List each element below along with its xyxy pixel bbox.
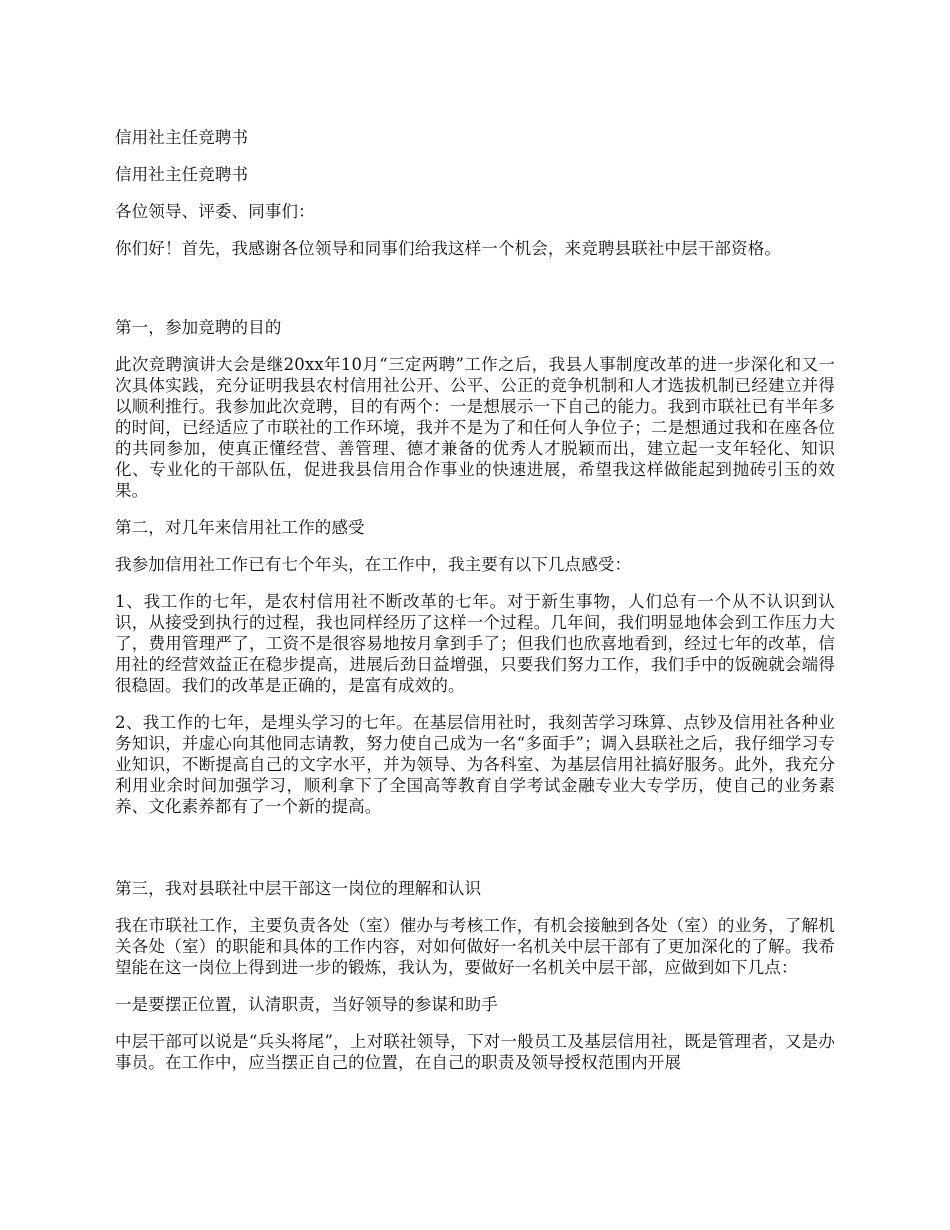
section-2-point-1: 1、我工作的七年，是农村信用社不断改革的七年。对于新生事物，人们总有一个从不认识到认识，从接受到执行的过程，我也同样经历了这样一个过程。几年间，我们明显地体会到工作压力大了，费用管理严了，工资不是很容易地按月拿到手了；但我们也欣喜地看到，经过七年的改革，信用社的经营效益正在稳步提高，进展后劲日益增强，只要我们努力工作，我们手中的饭碗就会端得很稳固。我们的改革是正确的，是富有成效的。 <box>115 592 835 695</box>
point-one-heading: 一是要摆正位置，认清职责，当好领导的参谋和助手 <box>115 995 498 1014</box>
section-2-heading: 第二，对几年来信用社工作的感受 <box>115 518 365 537</box>
section-2-point-2: 2、我工作的七年，是埋头学习的七年。在基层信用社时，我刻苦学习珠算、点钞及信用社各种业务知识，并虚心向其他同志请教，努力使自己成为一名“多面手”；调入县联社之后，我仔细学习专业知识，不断提高自己的文字水平，并为领导、为各科室、为基层信用社搞好服务。此外，我充分利用业余时间加强学习，顺利拿下了全国高等教育自学考试金融专业大专学历，使自己的业务素养、文化素养都有了一个新的提高。 <box>115 713 835 816</box>
section-2-intro: 我参加信用社工作已有七个年头，在工作中，我主要有以下几点感受： <box>115 555 632 574</box>
section-spacer <box>115 833 835 878</box>
greeting: 各位领导、评委、同事们： <box>115 202 315 221</box>
document-title: 信用社主任竞聘书 <box>115 128 249 147</box>
section-1-heading: 第一，参加竞聘的目的 <box>115 318 282 337</box>
intro-paragraph: 你们好！首先，我感谢各位领导和同事们给我这样一个机会，来竞聘县联社中层干部资格。 <box>115 239 781 258</box>
section-3-heading: 第三，我对县联社中层干部这一岗位的理解和认识 <box>115 879 482 898</box>
section-1-body: 此次竞聘演讲大会是继20xx年10月“三定两聘”工作之后，我县人事制度改革的进一步深化和又一次具体实践，充分证明我县农村信用社公开、公平、公正的竞争机制和人才选拔机制已经建立并得以顺利推行。我参加此次竞聘，目的有两个：一是想展示一下自己的能力。我到市联社已有半年多的时间，已经适应了市联社的工作环境，我并不是为了和任何人争位子；二是想通过我和在座各位的共同参加，使真正懂经营、善管理、德才兼备的优秀人才脱颖而出，建立起一支年轻化、知识化、专业化的干部队伍，促进我县信用合作事业的快速进展，希望我这样做能起到抛砖引玉的效果。 <box>115 355 835 500</box>
section-3-body: 我在市联社工作，主要负责各处（室）催办与考核工作，有机会接触到各处（室）的业务，了解机关各处（室）的职能和具体的工作内容，对如何做好一名机关中层干部有了更加深化的了解。我希望能在这一岗位上得到进一步的锻炼，我认为，要做好一名机关中层干部，应做到如下几点： <box>115 916 835 977</box>
section-spacer <box>115 275 835 317</box>
document-body <box>115 127 835 1089</box>
point-one-body: 中层干部可以说是“兵头将尾”，上对联社领导，下对一般员工及基层信用社，既是管理者，又是办事员。在工作中，应当摆正自己的位置，在自己的职责及领导授权范围内开展 <box>115 1032 835 1072</box>
document-subtitle: 信用社主任竞聘书 <box>115 165 249 184</box>
